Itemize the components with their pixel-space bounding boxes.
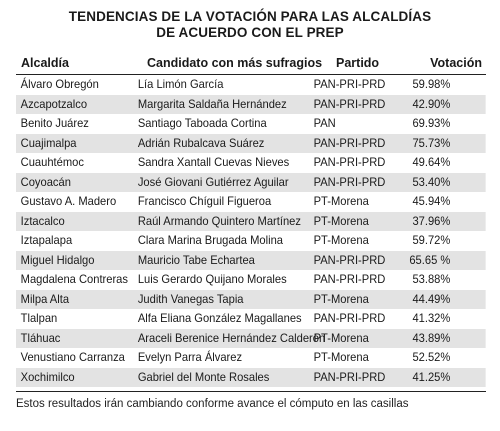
cell-votacion: 59.98% (412, 77, 451, 91)
cell-partido: PAN-PRI-PRD (313, 135, 386, 150)
cell-candidato: Raúl Armando Quintero Martínez (137, 213, 301, 228)
cell-partido: PAN-PRI-PRD (313, 252, 386, 267)
header-votacion: Votación (430, 56, 482, 70)
cell-votacion: 53.88% (412, 272, 451, 286)
cell-alcaldia: Cuajimalpa (20, 135, 77, 150)
header-candidato: Candidato con más sufragios (147, 56, 323, 70)
cell-alcaldia: Milpa Alta (20, 291, 70, 306)
cell-partido: PT-Morena (313, 291, 369, 306)
table-row (16, 114, 486, 134)
cell-votacion: 41.25% (412, 369, 451, 384)
cell-candidato: Gabriel del Monte Rosales (137, 369, 270, 384)
cell-alcaldia: Tlalpan (20, 311, 58, 325)
table-row (16, 134, 486, 154)
table-row (16, 348, 486, 368)
cell-alcaldia: Azcapotzalco (20, 96, 88, 111)
cell-votacion: 52.52% (412, 350, 451, 364)
cell-candidato: Adrián Rubalcava Suárez (137, 135, 265, 150)
cell-partido: PT-Morena (313, 350, 369, 364)
cell-candidato: Judith Vanegas Tapia (137, 291, 244, 306)
cell-votacion: 42.90% (412, 96, 451, 111)
table-header (16, 52, 486, 75)
cell-votacion: 53.40% (412, 174, 451, 189)
table-row (16, 192, 486, 212)
cell-votacion: 49.64% (412, 155, 451, 169)
table-row (16, 95, 486, 115)
table-row (16, 173, 486, 193)
cell-partido: PT-Morena (313, 233, 369, 247)
cell-partido: PAN-PRI-PRD (313, 311, 386, 325)
cell-alcaldia: Álvaro Obregón (20, 77, 99, 91)
cell-partido: PT-Morena (313, 194, 369, 208)
cell-candidato: Araceli Berenice Hernández Calderón (137, 330, 326, 345)
cell-candidato: Sandra Xantall Cuevas Nieves (137, 155, 290, 169)
table-row (16, 153, 486, 173)
cell-partido: PAN (313, 116, 336, 130)
table-body (16, 75, 486, 387)
cell-candidato: Clara Marina Brugada Molina (137, 233, 283, 247)
cell-candidato: Margarita Saldaña Hernández (137, 96, 287, 111)
cell-votacion: 41.32% (412, 311, 451, 325)
cell-candidato: Lía Limón García (137, 77, 224, 91)
cell-alcaldia: Gustavo A. Madero (20, 194, 117, 208)
cell-votacion: 69.93% (412, 116, 451, 130)
cell-partido: PAN-PRI-PRD (313, 77, 386, 91)
table-row (16, 309, 486, 329)
cell-votacion: 75.73% (412, 135, 451, 150)
results-table (16, 52, 486, 387)
cell-alcaldia: Coyoacán (20, 174, 71, 189)
cell-votacion: 45.94% (412, 194, 451, 208)
cell-partido: PAN-PRI-PRD (313, 369, 386, 384)
table-row (16, 368, 486, 388)
cell-partido: PT-Morena (313, 213, 369, 228)
cell-alcaldia: Iztacalco (20, 213, 65, 228)
cell-alcaldia: Tláhuac (20, 330, 61, 345)
cell-votacion: 37.96% (412, 213, 451, 228)
cell-alcaldia: Magdalena Contreras (20, 272, 128, 286)
cell-candidato: Santiago Taboada Cortina (137, 116, 267, 130)
cell-candidato: Alfa Eliana González Magallanes (137, 311, 302, 325)
table-row (16, 75, 486, 95)
cell-votacion: 59.72% (412, 233, 451, 247)
header-alcaldia: Alcaldía (21, 56, 69, 70)
footnote: Estos resultados irán cambiando conforme avance el cómputo en las casillas (16, 398, 409, 410)
cell-partido: PAN-PRI-PRD (313, 96, 386, 111)
table-bottom-rule (16, 391, 486, 392)
table-row (16, 251, 486, 271)
header-partido: Partido (336, 56, 380, 70)
title-line-2: DE ACUERDO CON EL PREP (156, 25, 344, 40)
cell-partido: PAN-PRI-PRD (313, 155, 386, 169)
cell-alcaldia: Xochimilco (20, 369, 75, 384)
cell-alcaldia: Cuauhtémoc (20, 155, 84, 169)
cell-votacion: 43.89% (412, 330, 451, 345)
cell-partido: PAN-PRI-PRD (313, 272, 386, 286)
cell-alcaldia: Miguel Hidalgo (20, 252, 95, 267)
cell-votacion: 44.49% (412, 291, 451, 306)
cell-candidato: José Giovani Gutiérrez Aguilar (137, 174, 289, 189)
cell-alcaldia: Iztapalapa (20, 233, 73, 247)
cell-partido: PAN-PRI-PRD (313, 174, 386, 189)
cell-candidato: Luis Gerardo Quijano Morales (137, 272, 287, 286)
cell-candidato: Mauricio Tabe Echartea (137, 252, 255, 267)
table-row (16, 270, 486, 290)
table-row (16, 212, 486, 232)
table-title (0, 9, 500, 41)
cell-alcaldia: Benito Juárez (20, 116, 89, 130)
table-row (16, 290, 486, 310)
cell-partido: PT-Morena (313, 330, 369, 345)
cell-votacion: 65.65 % (409, 252, 451, 267)
cell-alcaldia: Venustiano Carranza (20, 350, 125, 364)
table-row (16, 329, 486, 349)
cell-candidato: Evelyn Parra Álvarez (137, 350, 243, 364)
cell-candidato: Francisco Chíguil Figueroa (137, 194, 272, 208)
table-row (16, 231, 486, 251)
title-line-1: TENDENCIAS DE LA VOTACIÓN PARA LAS ALCALDÍAS (68, 9, 432, 24)
